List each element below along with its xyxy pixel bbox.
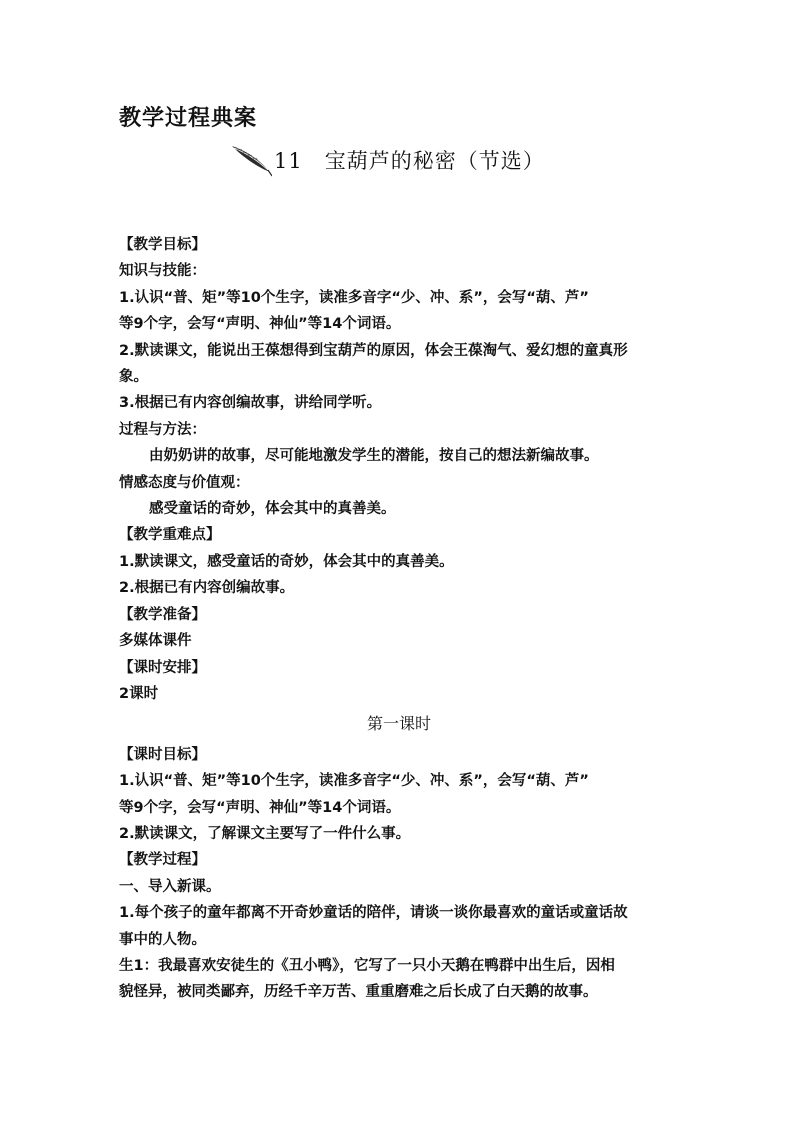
subheading-knowledge-skills: 知识与技能： <box>119 263 206 280</box>
period-goal-1-line-2: 等9个字，会写“声明、神仙”等14个词语。 <box>119 799 401 816</box>
quill-pen-icon <box>230 142 272 178</box>
lesson-period-title: 第一课时 <box>366 714 431 734</box>
period-goal-1-line-1: 1.认识“普、矩”等10个生字，读准多音字“少、冲、系”，会写“葫、芦” <box>119 773 589 790</box>
document-title: 教学过程典案 <box>119 106 258 131</box>
goal-item-2-line-2: 象。 <box>119 369 148 386</box>
subheading-process-method: 过程与方法： <box>119 421 206 438</box>
emotion-values-text: 感受童话的奇妙，体会其中的真善美。 <box>149 501 396 518</box>
process-step-1-heading: 一、导入新课。 <box>119 878 221 895</box>
lesson-plan-body <box>119 232 679 1006</box>
student-answer-1-line-1: 生1：我最喜欢安徒生的《丑小鸭》，它写了一只小天鹅在鸭群中出生后，因相 <box>119 957 615 974</box>
section-heading-process: 【教学过程】 <box>119 852 206 869</box>
goal-item-1-line-1: 1.认识“普、矩”等10个生字，读准多音字“少、冲、系”，会写“葫、芦” <box>119 289 589 306</box>
student-answer-1-line-2: 貌怪异，被同类鄙弃，历经千辛万苦、重重磨难之后长成了白天鹅的故事。 <box>119 984 598 1001</box>
section-heading-teaching-goals: 【教学目标】 <box>119 237 206 253</box>
section-heading-schedule: 【课时安排】 <box>119 659 206 676</box>
lesson-title <box>274 145 545 175</box>
process-step-1-text-line-1: 1.每个孩子的童年都离不开奇妙童话的陪伴，请谈一谈你最喜欢的童话或童话故 <box>119 905 628 922</box>
section-heading-period-goals: 【课时目标】 <box>119 746 206 763</box>
lesson-number: 11 <box>274 149 303 173</box>
process-step-1-text-line-2: 事中的人物。 <box>119 931 206 948</box>
lesson-header <box>230 138 545 182</box>
key-point-2: 2.根据已有内容创编故事。 <box>119 580 295 597</box>
section-heading-preparation: 【教学准备】 <box>119 606 206 623</box>
goal-item-2-line-1: 2.默读课文，能说出王葆想得到宝葫芦的原因，体会王葆淘气、爱幻想的童真形 <box>119 342 628 359</box>
preparation-text: 多媒体课件 <box>119 633 192 650</box>
section-heading-key-points: 【教学重难点】 <box>119 527 221 544</box>
goal-item-3: 3.根据已有内容创编故事，讲给同学听。 <box>119 395 382 412</box>
lesson-name: 宝葫芦的秘密（节选） <box>324 149 545 173</box>
schedule-text: 2课时 <box>119 685 159 702</box>
period-goal-2: 2.默读课文，了解课文主要写了一件什么事。 <box>119 825 411 842</box>
subheading-emotion-values: 情感态度与价值观： <box>119 474 250 491</box>
process-method-text: 由奶奶讲的故事，尽可能地激发学生的潜能，按自己的想法新编故事。 <box>149 448 599 465</box>
goal-item-1-line-2: 等9个字，会写“声明、神仙”等14个词语。 <box>119 316 401 333</box>
key-point-1: 1.默读课文，感受童话的奇妙，体会其中的真善美。 <box>119 553 454 570</box>
